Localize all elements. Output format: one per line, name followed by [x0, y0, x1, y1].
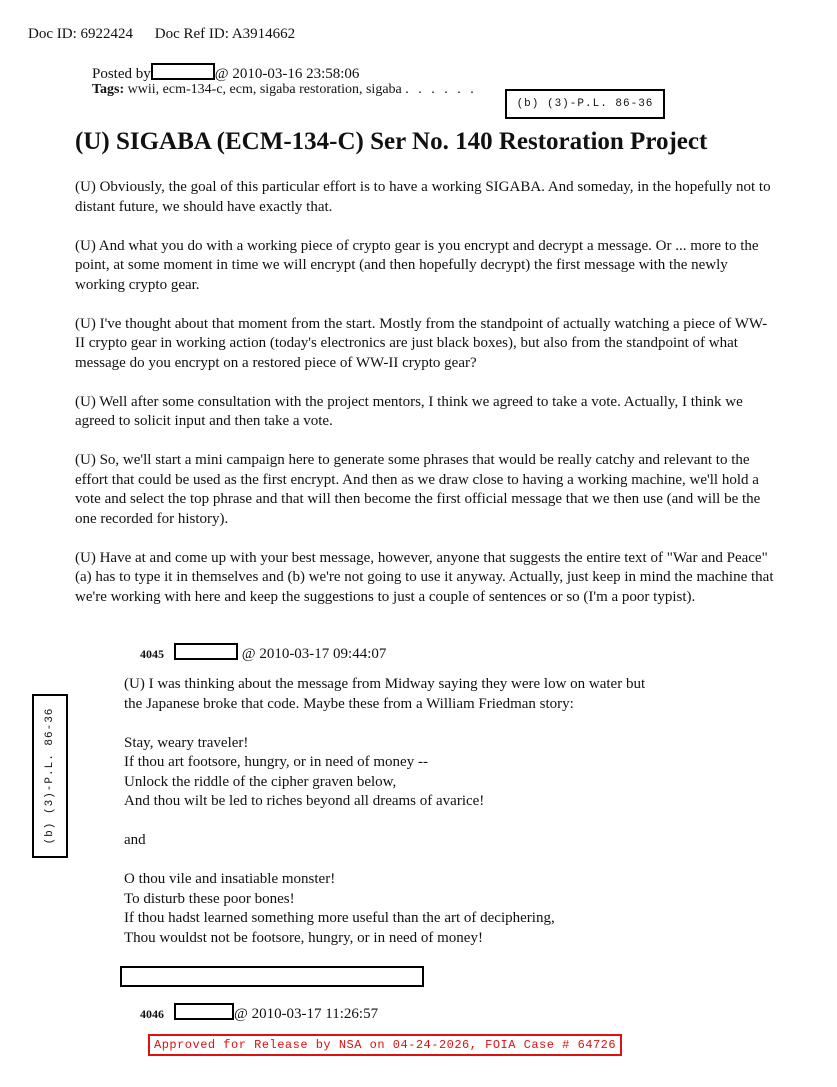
doc-id: Doc ID: 6922424	[28, 26, 133, 42]
blank-line	[124, 851, 744, 871]
exemption-side-text: (b) (3)-P.L. 86-36	[44, 707, 56, 845]
comment-header	[140, 1003, 378, 1023]
tags-label: Tags:	[92, 82, 125, 97]
post-paragraph: (U) Well after some consultation with the project mentors, I think we agreed to take a vote. Actually, I think we agreed to solicit input and then take a vote.	[75, 393, 743, 429]
post-paragraph: (U) Obviously, the goal of this particular effort is to have a working SIGABA. And someday, in the hopefully not to distant future, we should have exactly that.	[75, 179, 771, 215]
posted-by-label: Posted by	[92, 66, 151, 82]
comment-line: To disturb these poor bones!	[124, 890, 295, 907]
post-paragraph: (U) So, we'll start a mini campaign here to generate some phrases that would be really catchy and relevant to the effort that could be used as the first encrypt. And then as we draw close to having a working machine, we'll hold a vote and select the top phrase and that will then become the first official message that we then use (and will be the one recorded for history).	[75, 452, 761, 527]
comment-line: If thou hadst learned something more useful than the art of deciphering,	[124, 910, 555, 926]
post-paragraph: (U) Have at and come up with your best message, however, anyone that suggests the entire text of "War and Peace" (a) has to type it in themselves and (b) we're not going to use it anyway. Actually, just keep in mind the machine that we're working with here and keep the suggestions to just a couple of sentences or so (I'm a poor typist).	[75, 549, 774, 605]
comment-line: Stay, weary traveler!	[124, 734, 249, 751]
comment-line: the Japanese broke that code. Maybe these from a William Friedman story:	[124, 695, 574, 712]
comment-line: Unlock the riddle of the cipher graven below,	[124, 773, 397, 790]
comment-number: 4045	[140, 647, 164, 661]
comment-line: If thou art footsore, hungry, or in need of money --	[124, 754, 428, 770]
comment-body	[124, 675, 744, 948]
comment-number: 4046	[140, 1007, 164, 1021]
comment-line: Thou wouldst not be footsore, hungry, or in need of money!	[124, 929, 483, 946]
redacted-author	[151, 63, 215, 80]
post-meta	[92, 63, 359, 83]
post-paragraph: (U) I've thought about that moment from the start. Mostly from the standpoint of actually watching a piece of WW-II crypto gear in working action (today's electronics are just black boxes), but also from the standpoint of what message do you encrypt on a restored piece of WW-II crypto gear?	[75, 315, 768, 371]
post-tags	[92, 82, 477, 98]
release-stamp: Approved for Release by NSA on 04-24-2026, FOIA Case # 64726	[148, 1034, 622, 1056]
doc-ref-id: Doc Ref ID: A3914662	[154, 26, 296, 42]
comment-line: and	[124, 832, 146, 848]
comment-timestamp: @ 2010-03-17 09:44:07	[241, 646, 387, 662]
page-title: (U) SIGABA (ECM-134-C) Ser No. 140 Restoration Project	[75, 128, 708, 155]
redacted-block	[120, 966, 424, 987]
blank-line	[124, 714, 744, 734]
comment-line: And thou wilt be led to riches beyond all dreams of avarice!	[124, 793, 485, 809]
tags-list: wwii, ecm-134-c, ecm, sigaba restoration, sigaba	[127, 82, 402, 97]
redacted-commenter	[174, 643, 238, 660]
comment-header	[140, 643, 386, 663]
comment-line: (U) I was thinking about the message from Midway saying they were low on water but	[124, 676, 646, 692]
exemption-label-side	[32, 694, 68, 858]
blank-line	[124, 812, 744, 832]
comment-timestamp: @ 2010-03-17 11:26:57	[234, 1006, 379, 1022]
leader-dots: . . . . . .	[405, 82, 477, 97]
redacted-commenter	[174, 1003, 234, 1020]
posted-timestamp: @ 2010-03-16 23:58:06	[214, 66, 360, 82]
exemption-label-top: (b) (3)-P.L. 86-36	[505, 89, 665, 119]
post-body	[75, 178, 775, 627]
doc-id-header	[28, 26, 313, 43]
post-paragraph: (U) And what you do with a working piece of crypto gear is you encrypt and decrypt a message. Or ... more to the point, at some moment in time we will encrypt (and then hopefully decrypt) the first message with the newly working crypto gear.	[75, 237, 759, 293]
comment-line: O thou vile and insatiable monster!	[124, 871, 336, 887]
